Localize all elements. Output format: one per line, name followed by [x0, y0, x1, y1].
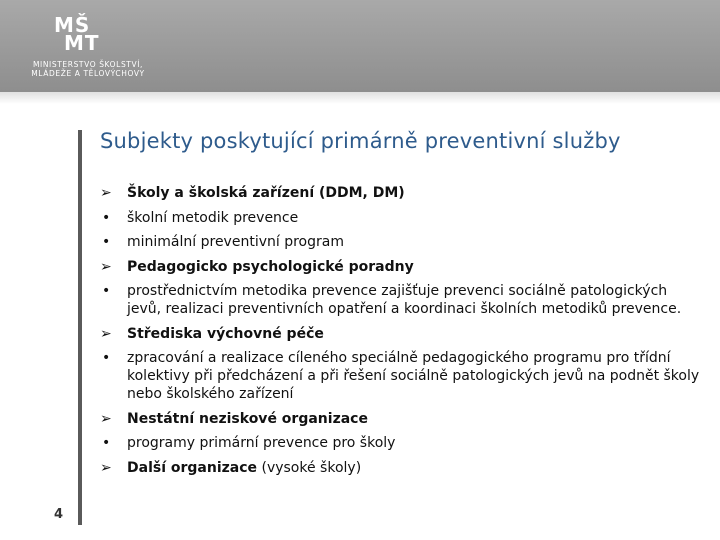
ministry-name-line1: MINISTERSTVO ŠKOLSTVÍ,	[32, 60, 144, 69]
arrow-bullet-icon: ➢	[100, 325, 112, 342]
dot-bullet-icon: •	[102, 234, 111, 250]
logo-mark-line2: MT	[64, 31, 100, 55]
arrow-bullet-icon: ➢	[100, 258, 112, 275]
header-shadow	[0, 92, 720, 104]
item-bold-text: Školy a školská zařízení (DDM, DM)	[127, 185, 405, 201]
item-text: programy primární prevence pro školy	[127, 435, 396, 451]
list-item-heading	[100, 459, 700, 477]
list-item-heading	[100, 410, 700, 428]
list-item-heading	[100, 184, 700, 202]
list-item	[100, 349, 700, 403]
slide-title: Subjekty poskytující primárně preventivní služby	[100, 129, 621, 153]
item-text: zpracování a realizace cíleného speciálně pedagogického programu pro třídní kolektivy při předcházení a při řešení sociálně patologických jevů na podnět školy nebo školského zařízení	[127, 350, 700, 402]
logo-mark-line1: MŠ	[54, 13, 91, 37]
arrow-bullet-icon: ➢	[100, 459, 112, 476]
item-bold-text: Další organizace	[127, 459, 258, 476]
item-bold-text: Pedagogicko psychologické poradny	[127, 258, 414, 275]
item-text: školní metodik prevence	[127, 209, 299, 226]
ministry-name	[26, 60, 150, 78]
list-item-heading	[100, 258, 700, 276]
item-bold-text: Střediska výchovné péče	[127, 325, 324, 342]
msmt-logo	[54, 13, 100, 55]
list-item	[100, 209, 700, 227]
arrow-bullet-icon: ➢	[100, 185, 112, 201]
vertical-divider	[78, 130, 82, 525]
dot-bullet-icon: •	[102, 283, 111, 299]
header-banner	[0, 0, 720, 92]
list-item	[100, 282, 700, 318]
item-bold-text: Nestátní neziskové organizace	[127, 410, 368, 427]
dot-bullet-icon: •	[102, 435, 111, 451]
list-item	[100, 434, 700, 452]
item-text: prostřednictvím metodika prevence zajišťuje prevenci sociálně patologických jevů, realizaci preventivních opatření a koordinaci školních metodiků prevence.	[127, 283, 682, 317]
arrow-bullet-icon: ➢	[100, 410, 112, 427]
page-number: 4	[54, 507, 64, 522]
ministry-name-line2: MLÁDEŽE A TĚLOVÝCHOVY	[31, 69, 145, 78]
list-item	[100, 233, 700, 251]
dot-bullet-icon: •	[102, 209, 111, 226]
bullet-list	[100, 184, 700, 483]
item-text: minimální preventivní program	[127, 234, 344, 250]
item-text: (vysoké školy)	[257, 459, 362, 476]
dot-bullet-icon: •	[102, 350, 111, 366]
list-item-heading	[100, 325, 700, 343]
